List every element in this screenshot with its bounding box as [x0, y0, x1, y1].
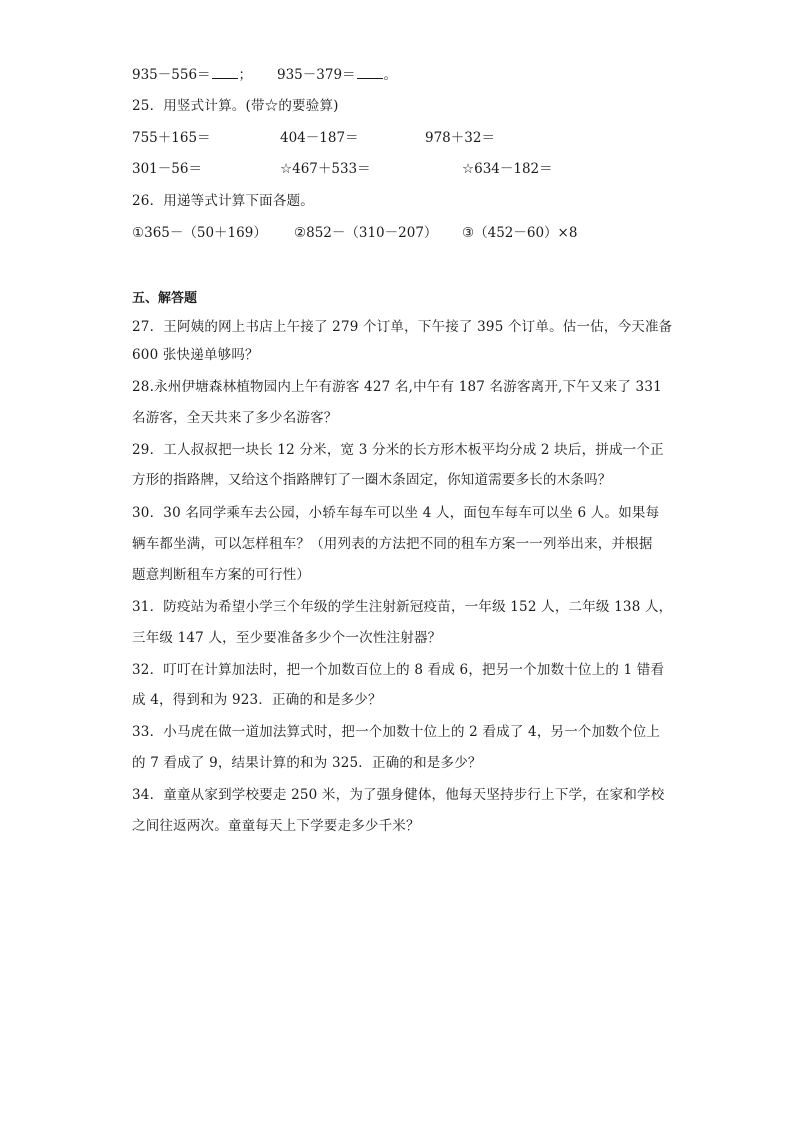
question-28-line: 28.永州伊塘森林植物园内上午有游客 427 名,中午有 187 名游客离开,下午又来了 331 [132, 379, 662, 395]
q25-item: 755＋165＝ [132, 130, 211, 146]
question-30-line: 辆车都坐满，可以怎样租车？（用列表的方法把不同的租车方案一一列举出来，并根据 [132, 536, 653, 552]
question-34-line: 34．童童从家到学校要走 250 米，为了强身健体，他每天坚持步行上下学，在家和学校 [132, 787, 665, 803]
question-29-line: 29．工人叔叔把一块长 12 分米，宽 3 分米的长方形木板平均分成 2 块后，拼成一个正 [132, 442, 664, 458]
q25-item: 301－56＝ [132, 161, 202, 177]
q26-item: ②852－（310－207） [294, 225, 438, 241]
question-33-line: 33．小马虎在做一道加法算式时，把一个加数十位上的 2 看成了 4，另一个加数个位上 [132, 724, 661, 740]
q25-item: ☆467＋533＝ [280, 161, 371, 177]
punct: 。 [383, 67, 398, 83]
question-31-line: 三年级 147 人，至少要准备多少个一次性注射器？ [132, 630, 442, 646]
q26-item: ③（452－60）×8 [462, 225, 578, 241]
q25-item: 978＋32＝ [425, 130, 495, 146]
q25-item: ☆634－182＝ [462, 161, 553, 177]
calc-935-556 [132, 64, 252, 85]
question-28-line: 名游客，全天共来了多少名游客？ [132, 410, 338, 426]
question-27-line: 600 张快递单够吗？ [132, 347, 259, 363]
question-30-line: 题意判断租车方案的可行性） [132, 567, 311, 583]
q26-item: ①365－（50＋169） [132, 225, 267, 241]
calc-935-379 [277, 64, 397, 85]
question-33-line: 的 7 看成了 9，结果计算的和为 325．正确的和是多少？ [132, 755, 482, 771]
answer-blank[interactable] [212, 64, 238, 79]
answer-blank[interactable] [357, 64, 383, 79]
question-31-line: 31．防疫站为希望小学三个年级的学生注射新冠疫苗，一年级 152 人，二年级 138 人， [132, 599, 673, 615]
q25-title: 25．用竖式计算。(带☆的要验算) [132, 98, 339, 114]
q25-item: 404－187＝ [280, 130, 359, 146]
question-32-line: 成 4，得到和为 923．正确的和是多少？ [132, 692, 382, 708]
question-29-line: 方形的指路牌，又给这个指路牌钉了一圈木条固定，你知道需要多长的木条吗？ [132, 472, 612, 488]
question-32-line: 32．叮叮在计算加法时，把一个加数百位上的 8 看成 6，把另一个加数十位上的 1 错看 [132, 662, 665, 678]
question-30-line: 30．30 名同学乘车去公园，小轿车每车可以坐 4 人，面包车每车可以坐 6 人。如果每 [132, 505, 660, 521]
section-heading: 五、解答题 [132, 291, 198, 306]
question-27-line: 27．王阿姨的网上书店上午接了 279 个订单，下午接了 395 个订单。估一估，今天准备 [132, 319, 673, 335]
question-34-line: 之间往返两次。童童每天上下学要走多少千米？ [132, 818, 420, 834]
expr-text: 935－556＝ [132, 67, 211, 83]
q26-title: 26．用递等式计算下面各题。 [132, 193, 314, 209]
punct: ； [238, 67, 253, 83]
expr-text: 935－379＝ [277, 67, 356, 83]
